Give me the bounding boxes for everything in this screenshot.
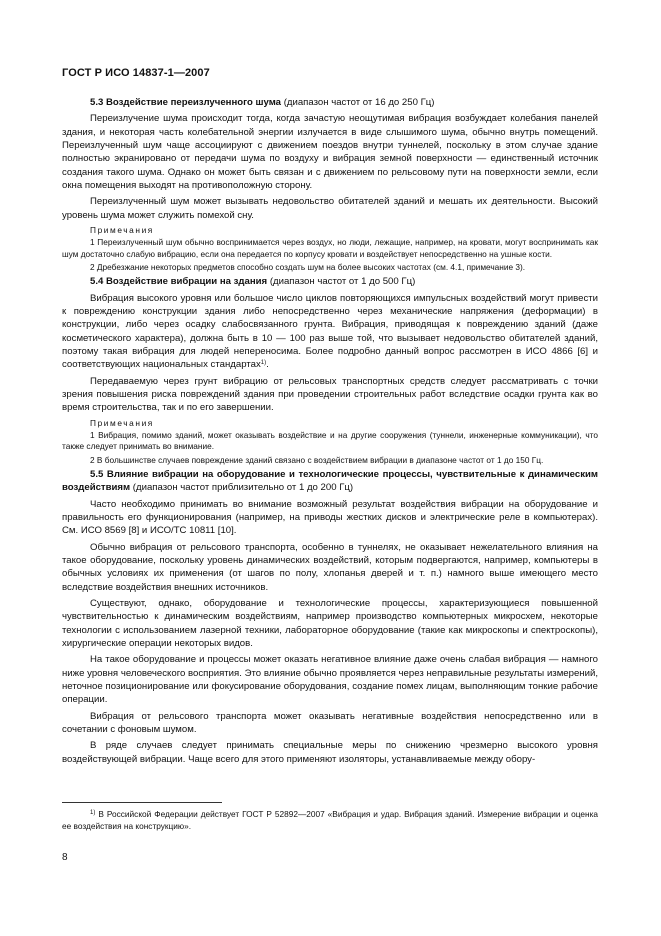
footnote-divider	[62, 802, 222, 803]
notes-title: Примечания	[90, 225, 154, 236]
frequency-range: (диапазон частот от 1 до 500 Гц)	[267, 276, 416, 288]
section-title: 5.5 Влияние вибрации на оборудование и технологические процессы, чувствительные к динамическим воздействиям	[62, 468, 598, 494]
paragraph: Существуют, однако, оборудование и технологические процессы, характеризующиеся повышенной чувствительностью к динамическим воздействиям, например производство компьютерных микросхем, некоторые технологии с использованием лазерной техники, лабораторное оборудование (такие как микроскопы и спектроскопы), хирургические операции некоторых видов.	[62, 598, 598, 650]
footnote-text: В Российской Федерации действует ГОСТ Р 52892—2007 «Вибрация и удар. Вибрация зданий. Измерение вибрации и оценка ее воздействия на конструкцию».	[62, 809, 598, 831]
section-5-4-heading	[62, 275, 598, 288]
note: 1 Переизлученный шум обычно воспринимается через воздух, но люди, лежащие, например, на кровати, могут воспринимать как шум достаточно слабую вибрацию, если она передается по корпусу кровати и воздействует непосредственно на ушные кости.	[62, 237, 598, 259]
section-5-5-heading	[62, 468, 598, 495]
footnote-ref: 1)	[260, 360, 267, 367]
page-number: 8	[62, 852, 68, 863]
paragraph: Обычно вибрация от рельсового транспорта, особенно в туннелях, не оказывает нежелательного влияния на такое оборудование, поскольку уровень динамических воздействий, которым подвергаются, например, компьютеры в обычных условиях их применения (от шагов по полу, хлопанья дверей и т. п.) намного выше имеющего место вследствие воздействия внешних источников.	[62, 541, 598, 593]
footnote	[62, 809, 598, 832]
paragraph-end: .	[266, 359, 269, 371]
footnote-marker: 1)	[90, 810, 96, 816]
paragraph: Переизлученный шум может вызывать недовольство обитателей зданий и мешать их деятельности. Высокий уровень шума может служить помехой сну.	[62, 196, 598, 221]
paragraph	[62, 292, 598, 372]
note: 1 Вибрация, помимо зданий, может оказывать воздействие и на другие сооружения (туннели, инженерные коммуникации), что также следует принимать во внимание.	[62, 430, 598, 452]
paragraph: Вибрация от рельсового транспорта может оказывать негативные воздействия непосредственно или в сочетании с фоновым шумом.	[62, 710, 598, 736]
paragraph: Передаваемую через грунт вибрацию от рельсовых транспортных средств следует рассматривать с точки зрения повышения риска повреждений здания при проведении строительных работ вследствие осадки грунта как во время строительства, так и по его завершении.	[62, 375, 598, 414]
frequency-range: (диапазон частот от 16 до 250 Гц)	[281, 97, 435, 108]
note: 2 В большинстве случаев повреждение зданий связано с воздействием вибрации в диапазоне частот от 1 до 150 Гц.	[90, 454, 544, 465]
document-body	[62, 96, 598, 769]
paragraph: Переизлучение шума происходит тогда, когда зачастую неощутимая вибрация возбуждает колебания панелей здания, и некоторая часть колебательной энергии излучается в виде слышимого шума, обычно внутрь помещений. Переизлученный шум чаще ассоциируют с движением поездов внутри туннелей, поскольку в этом случае здание полностью экранировано от передачи шума по воздуху и вибрация земной поверхности — единственный источник создания такого шума. Однако он может быть связан и с движением по рельсовому пути на поверхности земли, если окна помещения выходят на противоположную сторону.	[62, 113, 598, 192]
notes-title: Примечания	[90, 417, 154, 428]
paragraph: Часто необходимо принимать во внимание возможный результат воздействия вибрации на оборудование и правильность его функционирования (например, на приводы жестких дисков и электрические реле в компьютерах). См. ИСО 8569 [8] и ИСО/ТС 10811 [10].	[62, 498, 598, 537]
section-5-3-heading	[62, 96, 598, 109]
paragraph-text: Вибрация высокого уровня или большое число циклов повторяющихся импульсных воздействий могут привести к повреждению конструкции здания либо непосредственно через механические напряжения (деформации) в конструкции, либо через осадку слабосвязанного грунта. Вибрация, приводящая к повреждению зданий (даже косметического характера), должна быть в 10 — 100 раз выше той, что вызывает недовольство обитателей зданий, поэтому такая вибрация для людей непереносима. Более подробно данный вопрос рассмотрен в ИСО 4866 [6] и соответствующих национальных стандартах	[62, 292, 598, 371]
frequency-range: (диапазон частот приблизительно от 1 до 200 Гц)	[130, 482, 354, 494]
paragraph: В ряде случаев следует принимать специальные меры по снижению чрезмерно высокого уровня воздействующей вибрации. Чаще всего для этого применяют изоляторы, устанавливаемые между обору-	[62, 740, 598, 765]
paragraph: На такое оборудование и процессы может оказать негативное влияние даже очень слабая вибрация — намного ниже уровня человеческого восприятия. Это влияние обычно проявляется через неправильные результаты измерений, неточное позиционирование или фокусирование оборудования, создание помех лицам, выполняющим тонкие рабочие операции.	[62, 654, 598, 706]
note: 2 Дребезжание некоторых предметов способно создать шум на более высоких частотах (см. 4.1, примечание 3).	[90, 261, 526, 272]
section-title: 5.4 Воздействие вибрации на здания	[90, 276, 268, 288]
document-header: ГОСТ Р ИСО 14837-1—2007	[62, 67, 210, 79]
section-title: 5.3 Воздействие переизлученного шума	[90, 97, 282, 108]
